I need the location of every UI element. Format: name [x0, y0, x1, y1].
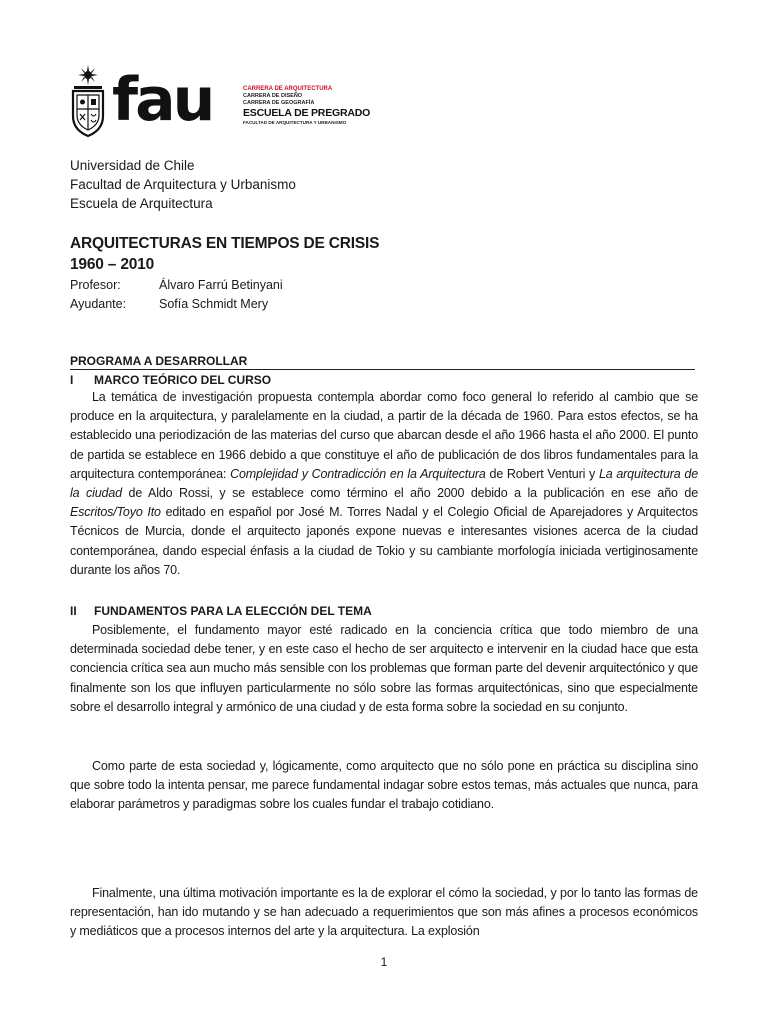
section-1-heading — [70, 372, 271, 388]
section-2-paragraph-2 — [70, 757, 698, 815]
course-period: 1960 – 2010 — [70, 256, 154, 273]
logo-line-faculty: FACULTAD DE ARQUITECTURA Y URBANISMO — [243, 120, 347, 125]
book-title-venturi: Complejidad y Contradicción en la Arquitectura — [230, 466, 486, 481]
professor-row — [70, 276, 283, 295]
logo-line-career-geography: CARRERA DE GEOGRAFÍA — [243, 100, 315, 106]
university-name: Universidad de Chile — [70, 158, 195, 173]
section-1-text-c: de Aldo Rossi, y se establece como término el año 2000 debido a la publicación en ese año de — [121, 486, 698, 501]
professor-name: Álvaro Farrú Betinyani — [159, 278, 283, 292]
assistant-row — [70, 295, 283, 314]
section-2-text-3: Finalmente, una última motivación importante es la de explorar el cómo la sociedad, y por lo tanto las formas de representación, han ido mutando y se han adecuado a requerimientos que son más afines a procesos económicos y mediáticos que a procesos internos del arte y la arquitectura. La explosión — [70, 886, 698, 939]
institution-block — [70, 156, 296, 213]
university-crest-icon — [68, 64, 108, 138]
book-title-ito: Escritos/Toyo Ito — [70, 505, 161, 520]
faculty-name: Facultad de Arquitectura y Urbanismo — [70, 177, 296, 192]
fau-logo — [68, 64, 371, 140]
section-1-text-b: de Robert Venturi y — [485, 466, 599, 481]
section-2-text-2: Como parte de esta sociedad y, lógicamente, como arquitecto que no sólo pone en práctica su disciplina sino que sobre todo la intenta pensar, me parece fundamental indagar sobre estos temas, más actuales que nunca, para elaborar parámetros y paradigmas sobre los cuales fundar el trabajo cotidiano. — [70, 759, 698, 812]
staff-block — [70, 276, 283, 314]
section-1-text-d: editado en español por José M. Torres Nadal y el Colegio Oficial de Aparejadores y Arquitectos Técnicos de Murcia, donde el arquitecto japonés expone nuevas e interesantes visiones acerca de la ciudad contemporánea, dando especial énfasis a la ciudad de Tokio y su cambiante morfología iniciada vertiginosamente durante los años 70. — [70, 505, 699, 577]
assistant-label: Ayudante: — [70, 297, 127, 311]
logo-text-lines — [243, 86, 403, 126]
professor-label: Profesor: — [70, 278, 121, 292]
section-2-text-1: Posiblemente, el fundamento mayor esté radicado en la conciencia crítica que todo miembro de una determinada sociedad debe tener, y en este caso el hecho de ser arquitecto e intervenir en la ciudad hace que esta conciencia crítica sea aun mucho más sensible con los problemas que forman parte del devenir arquitectónico y que finalmente son los que influyen particularmente no sólo sobre las formas arquitectónicas, sino que especialmente sobre el desarrollo integral y armónico de una ciudad y de esta forma sobre la sociedad en su conjunto. — [70, 623, 698, 714]
assistant-name: Sofía Schmidt Mery — [159, 297, 269, 311]
page-number: 1 — [380, 955, 388, 969]
section-2-heading — [70, 603, 372, 619]
section-1-title: MARCO TEÓRICO DEL CURSO — [94, 373, 272, 387]
course-title-block — [70, 233, 379, 275]
logo-line-career-design: CARRERA DE DISEÑO — [243, 93, 303, 99]
book-title-rossi: La arquitectura de la ciudad — [70, 466, 698, 501]
section-1-paragraph — [70, 388, 698, 580]
logo-line-undergraduate-school: ESCUELA DE PREGRADO — [243, 107, 371, 119]
section-2-paragraph-1 — [70, 621, 698, 717]
school-name: Escuela de Arquitectura — [70, 196, 213, 211]
logo-line-career-architecture: CARRERA DE ARQUITECTURA — [243, 86, 333, 92]
course-title: ARQUITECTURAS EN TIEMPOS DE CRISIS — [70, 235, 380, 252]
section-2-title: FUNDAMENTOS PARA LA ELECCIÓN DEL TEMA — [94, 604, 372, 618]
fau-wordmark: fau — [112, 65, 213, 135]
section-2-paragraph-3 — [70, 884, 698, 942]
section-1-number: I — [70, 373, 74, 387]
program-heading: PROGRAMA A DESARROLLAR — [70, 353, 695, 370]
section-2-number: II — [70, 604, 77, 618]
section-1-text-a: La temática de investigación propuesta contempla abordar como foco general lo referido al cambio que se produce en la arquitectura, y paralelamente en la ciudad, a partir de la década de 1960. Para estos efectos, se ha establecido una periodización de las materias del curso que abarcan desde el año 1966 hasta el año 2000. El punto de partida se establece en 1966 debido a que constituye el año de publicación de dos libros fundamentales para la arquitectura contemporánea: — [70, 390, 698, 481]
